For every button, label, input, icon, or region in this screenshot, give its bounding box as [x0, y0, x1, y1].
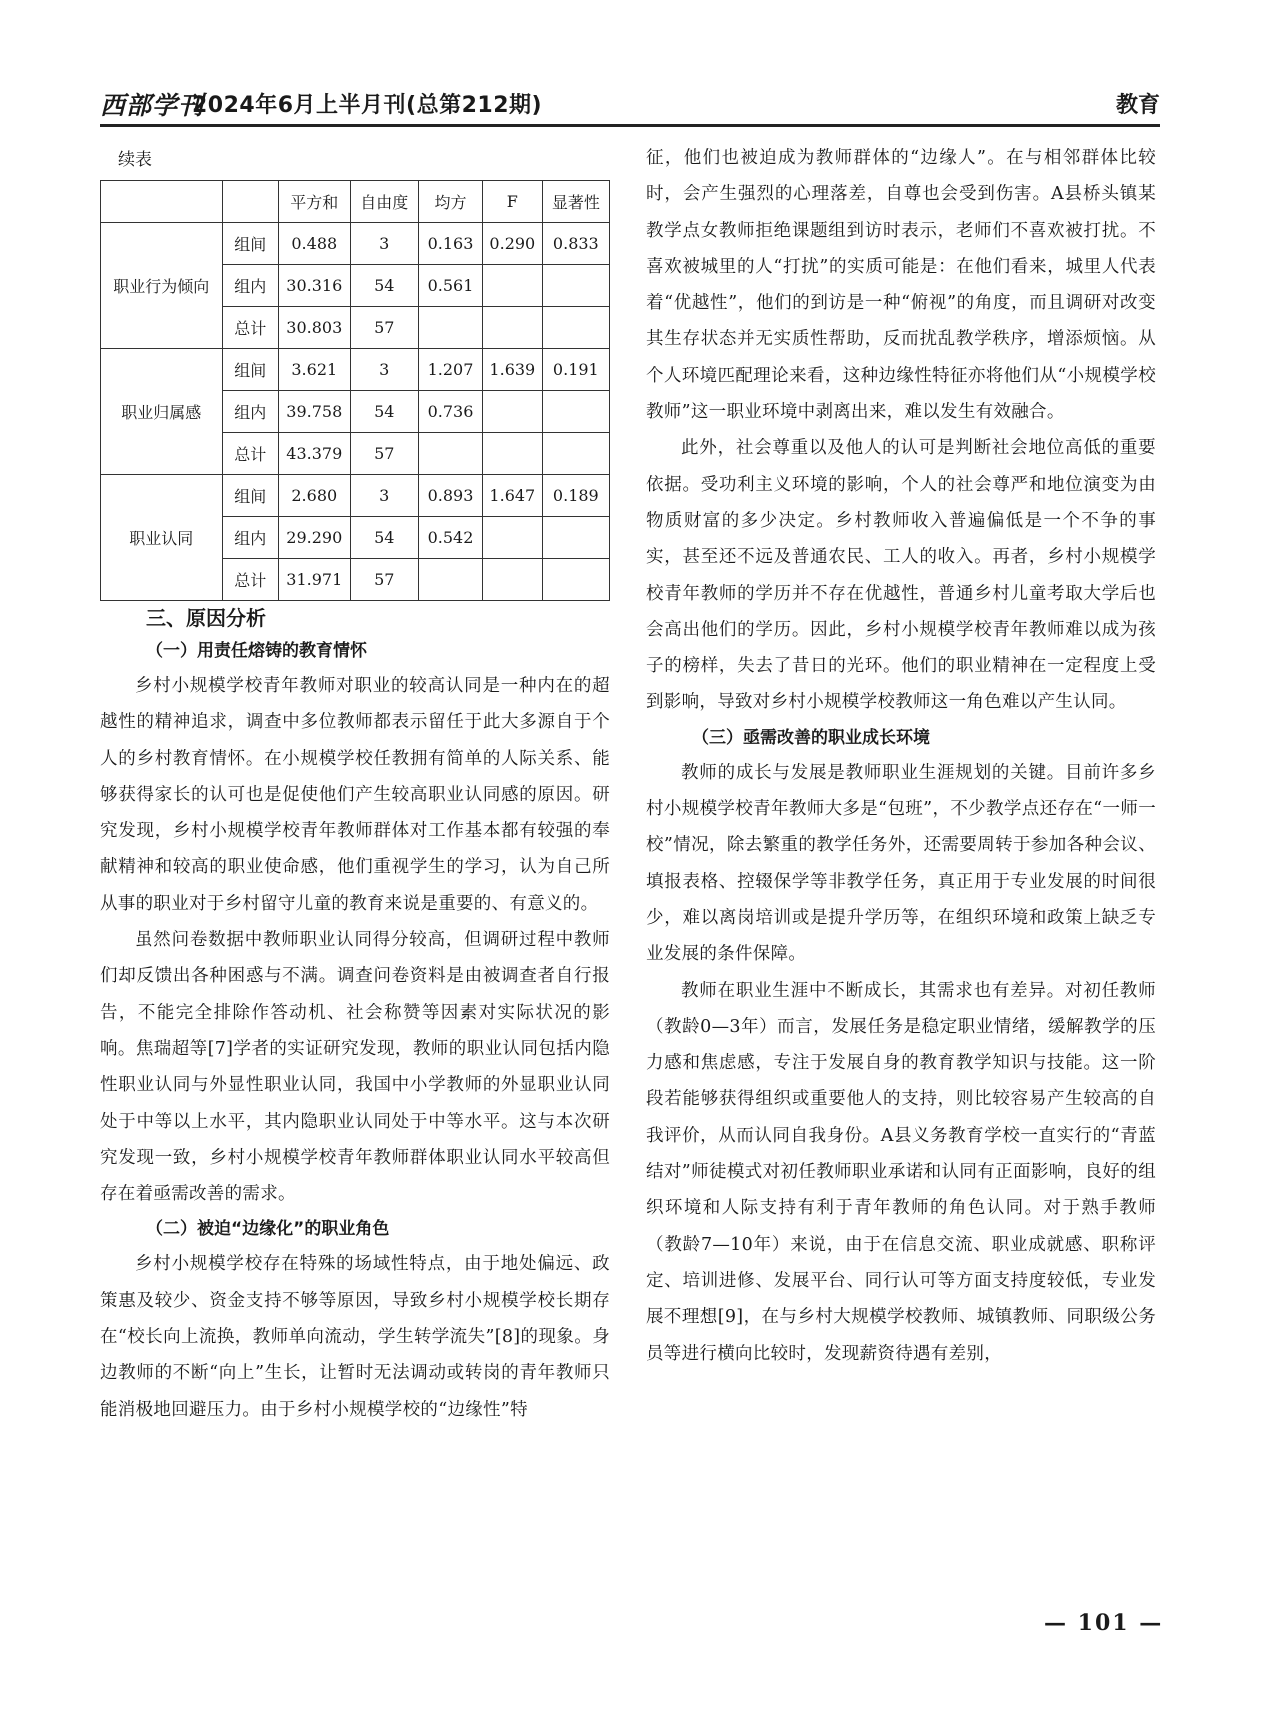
left-column — [100, 140, 610, 1428]
table-cell: 1.639 — [482, 349, 542, 391]
table-header-cell — [101, 181, 223, 223]
table-header-cell — [222, 181, 278, 223]
body-paragraph: 教师的成长与发展是教师职业生涯规划的关键。目前许多乡村小规模学校青年教师大多是“包班”，不少教学点还存在“一师一校”情况，除去繁重的教学任务外，还需要周转于参加各种会议、填报表格、控辍保学等非教学任务，真正用于专业发展的时间很少，难以离岗培训或是提升学历等，在组织环境和政策上缺乏专业发展的条件保障。 — [646, 762, 1156, 965]
table-cell: 57 — [350, 559, 418, 601]
table-cell — [418, 433, 482, 475]
table-header-cell: 自由度 — [350, 181, 418, 223]
table-cell — [542, 391, 609, 433]
table-cell — [482, 517, 542, 559]
table-row — [101, 349, 610, 391]
table-cell — [542, 265, 609, 307]
table-cell — [542, 433, 609, 475]
table-cell: 54 — [350, 391, 418, 433]
table-cell — [482, 559, 542, 601]
table-cell: 29.290 — [278, 517, 350, 559]
subsection-heading: （三）亟需改善的职业成长环境 — [692, 727, 930, 748]
group-name-cell: 职业认同 — [101, 475, 223, 601]
table-cell — [418, 559, 482, 601]
table-cell: 3 — [350, 475, 418, 517]
table-cell: 0.488 — [278, 223, 350, 265]
table-cell: 0.189 — [542, 475, 609, 517]
table-cell: 3 — [350, 349, 418, 391]
table-cell — [482, 433, 542, 475]
table-cell: 0.163 — [418, 223, 482, 265]
table-header-cell: F — [482, 181, 542, 223]
table-cell: 3.621 — [278, 349, 350, 391]
table-cell: 0.542 — [418, 517, 482, 559]
page-number: — 101 — — [1044, 1610, 1164, 1636]
body-paragraph: 征，他们也被迫成为教师群体的“边缘人”。在与相邻群体比较时，会产生强烈的心理落差，自尊也会受到伤害。A县桥头镇某教学点女教师拒绝课题组到访时表示，老师们不喜欢被打扰。不喜欢被城里的人“打扰”的实质可能是：在他们看来，城里人代表着“优越性”，他们的到访是一种“俯视”的角度，而且调研对改变其生存状态并无实质性帮助，反而扰乱教学秩序，增添烦恼。从个人环境匹配理论来看，这种边缘性特征亦将他们从“小规模学校教师”这一职业环境中剥离出来，难以发生有效融合。 — [646, 148, 1156, 423]
table-cell — [542, 517, 609, 559]
body-paragraph: 乡村小规模学校青年教师对职业的较高认同是一种内在的超越性的精神追求，调查中多位教师都表示留任于此大多源自于个人的乡村教育情怀。在小规模学校任教拥有简单的人际关系、能够获得家长的认可也是促使他们产生较高职业认同感的原因。研究发现，乡村小规模学校青年教师群体对工作基本都有较强的奉献精神和较高的职业使命感，他们重视学生的学习，认为自己所从事的职业对于乡村留守儿童的教育来说是重要的、有意义的。 — [100, 676, 610, 914]
table-cell: 3 — [350, 223, 418, 265]
table-header-row — [101, 181, 610, 223]
journal-logo: 西部学刊 — [100, 91, 205, 120]
table-cell: 组间 — [222, 349, 278, 391]
table-cell — [482, 391, 542, 433]
section-label: 教育 — [1115, 93, 1160, 118]
table-cell: 43.379 — [278, 433, 350, 475]
table-row — [101, 475, 610, 517]
anova-table — [100, 180, 610, 601]
table-header-cell: 均方 — [418, 181, 482, 223]
page-header — [100, 86, 1160, 126]
table-cell: 组间 — [222, 475, 278, 517]
body-paragraph: 此外，社会尊重以及他人的认可是判断社会地位高低的重要依据。受功利主义环境的影响，个人的社会尊严和地位演变为由物质财富的多少决定。乡村教师收入普遍偏低是一个不争的事实，甚至还不远及普通农民、工人的收入。再者，乡村小规模学校青年教师的学历并不存在优越性，普通乡村儿童考取大学后也会高出他们的学历。因此，乡村小规模学校青年教师难以成为孩子的榜样，失去了昔日的光环。他们的职业精神在一定程度上受到影响，导致对乡村小规模学校教师这一角色难以产生认同。 — [646, 438, 1156, 713]
table-continued-label: 续表 — [118, 150, 152, 170]
table-cell — [542, 307, 609, 349]
table-cell: 54 — [350, 517, 418, 559]
table-row — [101, 223, 610, 265]
group-name-cell: 职业行为倾向 — [101, 223, 223, 349]
table-cell: 54 — [350, 265, 418, 307]
table-cell — [418, 307, 482, 349]
table-cell: 0.191 — [542, 349, 609, 391]
table-cell: 57 — [350, 433, 418, 475]
subsection-heading: （一）用责任熔铸的教育情怀 — [146, 641, 367, 661]
table-cell — [542, 559, 609, 601]
table-cell: 30.803 — [278, 307, 350, 349]
table-cell: 1.647 — [482, 475, 542, 517]
table-header-cell: 平方和 — [278, 181, 350, 223]
table-cell: 0.833 — [542, 223, 609, 265]
table-cell: 39.758 — [278, 391, 350, 433]
table-cell: 总计 — [222, 307, 278, 349]
table-cell: 31.971 — [278, 559, 350, 601]
table-cell: 组间 — [222, 223, 278, 265]
right-column — [646, 140, 1156, 1372]
table-cell: 组内 — [222, 517, 278, 559]
body-paragraph: 虽然问卷数据中教师职业认同得分较高，但调研过程中教师们却反馈出各种困惑与不满。调查问卷资料是由被调查者自行报告，不能完全排除作答动机、社会称赞等因素对实际状况的影响。焦瑞超等[7]学者的实证研究发现，教师的职业认同包括内隐性职业认同与外显性职业认同，我国中小学教师的外显职业认同处于中等以上水平，其内隐职业认同处于中等水平。这与本次研究发现一致，乡村小规模学校青年教师群体职业认同水平较高但存在着亟需改善的需求。 — [100, 930, 610, 1205]
table-header-cell: 显著性 — [542, 181, 609, 223]
table-cell: 30.316 — [278, 265, 350, 307]
table-cell: 0.290 — [482, 223, 542, 265]
body-paragraph: 教师在职业生涯中不断成长，其需求也有差异。对初任教师（教龄0—3年）而言，发展任务是稳定职业情绪，缓解教学的压力感和焦虑感，专注于发展自身的教育教学知识与技能。这一阶段若能够获得组织或重要他人的支持，则比较容易产生较高的自我评价，从而认同自我身份。A县义务教育学校一直实行的“青蓝结对”师徒模式对初任教师职业承诺和认同有正面影响，良好的组织环境和人际支持有利于青年教师的角色认同。对于熟手教师（教龄7—10年）来说，由于在信息交流、职业成就感、职称评定、培训进修、发展平台、同行认可等方面支持度较低，专业发展不理想[9]，在与乡村大规模学校教师、城镇教师、同职级公务员等进行横向比较时，发现薪资待遇有差别， — [646, 980, 1156, 1364]
table-cell: 总计 — [222, 559, 278, 601]
table-cell: 组内 — [222, 265, 278, 307]
table-cell: 总计 — [222, 433, 278, 475]
body-paragraph: 乡村小规模学校存在特殊的场域性特点，由于地处偏远、政策惠及较少、资金支持不够等原因，导致乡村小规模学校长期存在“校长向上流换，教师单向流动，学生转学流失”[8]的现象。身边教师的不断“向上”生长，让暂时无法调动或转岗的青年教师只能消极地回避压力。由于乡村小规模学校的“边缘性”特 — [100, 1254, 610, 1420]
table-cell: 57 — [350, 307, 418, 349]
section-heading: 三、原因分析 — [146, 606, 266, 630]
header-rule — [100, 124, 1160, 127]
table-cell — [482, 307, 542, 349]
table-cell — [482, 265, 542, 307]
subsection-heading: （二）被迫“边缘化”的职业角色 — [146, 1219, 390, 1240]
table-cell: 0.561 — [418, 265, 482, 307]
table-cell: 0.736 — [418, 391, 482, 433]
table-cell: 2.680 — [278, 475, 350, 517]
issue-info: 2024年6月上半月刊(总第212期) — [192, 93, 543, 118]
group-name-cell: 职业归属感 — [101, 349, 223, 475]
table-cell: 0.893 — [418, 475, 482, 517]
table-cell: 组内 — [222, 391, 278, 433]
table-cell: 1.207 — [418, 349, 482, 391]
